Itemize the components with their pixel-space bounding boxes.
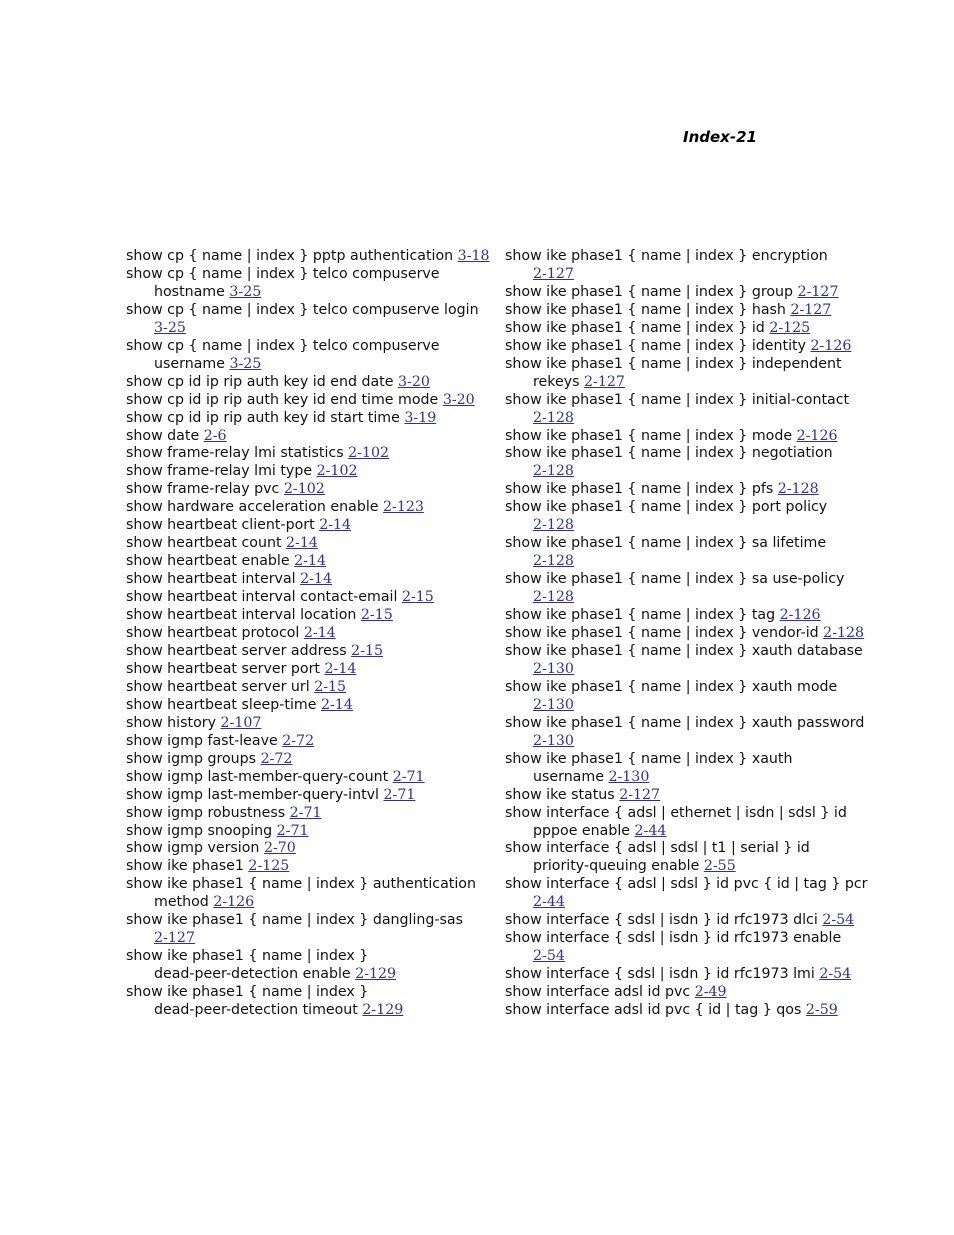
page-number: Index-21 [683,128,757,146]
page-ref-link[interactable]: 2-6 [203,427,227,444]
index-entry-text: show frame-relay lmi statistics [126,445,344,462]
index-entry [126,553,486,571]
index-entry-text: show cp id ip rip auth key id start time [126,409,400,426]
page-ref-link[interactable]: 2-14 [324,660,357,677]
index-entry [505,751,850,787]
index-entry [505,338,850,356]
index-entry-text: show frame-relay pvc [126,481,280,498]
index-entry-text: hostname [154,283,225,300]
index-entry-text: show igmp snooping [126,822,273,839]
index-entry-text: show hardware acceleration enable [126,499,379,516]
index-entry [126,858,486,876]
page-ref-link[interactable]: 2-127 [154,930,195,947]
index-entry-text: show igmp last-member-query-count [126,768,389,785]
index-entry [126,535,486,553]
index-entry-text: method [154,894,209,911]
index-entry [505,302,850,320]
index-entry [126,679,486,697]
page-ref-link[interactable]: 3-18 [457,248,490,264]
index-entry-text: username [154,355,225,372]
index-entry [505,805,850,841]
page-ref-link[interactable]: 2-125 [248,858,290,875]
index-entry-text: show frame-relay lmi type [126,463,313,480]
index-entry [126,751,486,769]
page-ref-link[interactable]: 2-107 [220,714,262,731]
page-ref-link[interactable]: 2-14 [300,571,332,588]
index-entry-text: show ike phase1 { name | index } initial-contact [505,391,850,408]
index-entry [126,428,486,446]
index-entry-text: show ike phase1 { name | index } sa lifetime [505,535,827,552]
index-entry [126,661,486,679]
page-ref-link[interactable]: 2-102 [348,445,390,462]
index-entry [505,966,850,984]
page-ref-link[interactable]: 2-126 [213,894,255,911]
index-entry-text: show ike phase1 { name | index } mode [505,427,793,444]
index-entry [505,642,863,679]
page-ref-link[interactable]: 2-71 [383,786,416,803]
index-entry [126,338,486,374]
page-ref-link[interactable]: 2-127 [619,786,661,803]
index-entry [126,266,486,302]
index-entry [505,499,850,535]
page-ref-link[interactable]: 3-20 [398,373,430,390]
index-entry-text: show ike phase1 { name | index } id [505,319,765,336]
page-ref-link[interactable]: 2-72 [282,732,315,749]
index-entry-text: show ike phase1 { name | index } pfs [505,481,774,498]
index-entry [126,571,486,589]
index-entry-text: show history [126,714,216,731]
page-ref-link[interactable]: 2-128 [533,589,574,606]
index-column-right [505,248,868,1020]
page-ref-link[interactable]: 2-54 [819,966,852,983]
index-entry-text: show interface { sdsl | isdn } id rfc1973 enable [505,930,842,947]
index-entry [126,912,486,948]
index-entry-text: show cp id ip rip auth key id end date [126,373,394,390]
page-ref-link[interactable]: 2-14 [319,517,352,534]
index-entry-text: show ike phase1 { name | index } negotiation [505,445,833,462]
page-ref-link[interactable]: 2-126 [796,427,838,444]
index-entry-text: show ike phase1 { name | index } [126,948,369,965]
index-entry [505,535,850,571]
index-entry [126,805,486,823]
index-entry [126,948,486,984]
index-entry-text: show igmp groups [126,750,257,767]
index-entry-text: show igmp last-member-query-intvl [126,786,379,803]
index-entry-text: dead-peer-detection timeout [154,1002,358,1019]
page-ref-link[interactable]: 2-15 [351,642,384,659]
index-entry-text: show ike phase1 { name | index } group [505,283,794,300]
page-ref-link[interactable]: 2-130 [533,660,574,677]
index-entry [505,787,850,805]
index-entry-text: show heartbeat server address [126,642,347,659]
index-entry-text: show ike phase1 { name | index } xauth database [505,642,863,659]
page-ref-link[interactable]: 2-125 [769,319,811,336]
index-entry-text: show ike phase1 { name | index } port policy [505,499,828,516]
index-entry [126,374,486,392]
page-ref-link[interactable]: 2-14 [294,553,326,570]
index-entry [126,517,486,535]
index-entry [126,481,486,499]
index-entry-text: show ike phase1 { name | index } hash [505,301,786,318]
index-entry-text: show cp id ip rip auth key id end time mode [126,391,439,408]
index-entry [505,445,850,481]
index-entry [505,320,850,338]
index-entry-text: show heartbeat server port [126,660,320,677]
index-entry-text: show heartbeat server url [126,678,310,695]
index-entry-text: show ike phase1 { name | index } dangling-sas [126,912,464,929]
index-entry [126,823,486,841]
index-entry [505,607,850,625]
page-ref-link[interactable]: 2-49 [694,984,727,1001]
index-entry-text: username [533,768,604,785]
page-ref-link[interactable]: 2-128 [533,517,574,534]
index-entry [126,463,486,481]
index-entry [126,840,486,858]
index-entry [505,356,850,392]
index-entry [126,607,486,625]
index-entry-text: show cp { name | index } pptp authentication [126,248,454,264]
page-ref-link[interactable]: 2-54 [533,948,565,965]
index-entry-text: show ike phase1 [126,858,244,875]
index-entry [126,733,486,751]
index-entry-text: show interface adsl id pvc [505,984,691,1001]
index-entry [505,248,850,284]
index-entry-text: show interface { sdsl | isdn } id rfc1973 dlci [505,912,818,929]
page-ref-link[interactable]: 2-130 [533,732,574,749]
page-ref-link[interactable]: 3-25 [229,355,262,372]
index-entry-text: pppoe enable [533,822,631,839]
index-entry [126,715,486,733]
index-entry-text: show ike phase1 { name | index } xauth mode [505,678,838,695]
index-entry-text: show ike phase1 { name | index } authentication [126,876,476,893]
index-entry-text: show ike phase1 { name | index } xauth [505,750,793,767]
index-entry [126,984,486,1020]
index-entry [126,625,486,643]
index-entry [126,787,486,805]
page-ref-link[interactable]: 2-129 [355,966,397,983]
index-entry [126,410,486,428]
page-ref-link[interactable]: 2-126 [779,607,821,624]
index-entry [505,930,850,966]
index-entry [505,679,850,715]
index-entry [126,302,486,338]
index-entry-text: show heartbeat enable [126,553,290,570]
index-entry [505,1002,850,1020]
page-ref-link[interactable]: 2-59 [805,1002,838,1019]
index-entry-text: show cp { name | index } telco compuserve login [126,301,479,318]
page-ref-link[interactable]: 2-14 [286,535,318,552]
index-entry-text: show interface { adsl | ethernet | isdn | sdsl } id [505,804,847,821]
index-entry-text: show cp { name | index } telco compuserve [126,265,440,282]
index-entry-text: dead-peer-detection enable [154,966,351,983]
page-ref-link[interactable]: 3-19 [404,409,437,426]
page-ref-link[interactable]: 2-127 [533,265,574,282]
page-ref-link[interactable]: 2-130 [608,768,650,785]
index-entry-text: show heartbeat protocol [126,625,300,642]
index-entry [126,876,486,912]
page-ref-link[interactable]: 2-102 [316,463,358,480]
index-entry-text: show ike phase1 { name | index } identity [505,337,806,354]
index-entry [126,769,486,787]
index-entry-text: show interface adsl id pvc { id | tag } qos [505,1002,802,1019]
index-entry-text: show interface { adsl | sdsl | t1 | serial } id [505,840,810,857]
index-entry-text: show cp { name | index } telco compuserve [126,337,440,354]
index-entry-text: show heartbeat count [126,535,282,552]
page-ref-link[interactable]: 2-128 [823,625,865,642]
page-ref-link[interactable]: 2-130 [533,696,574,713]
page-ref-link[interactable]: 2-127 [797,283,839,300]
index-entry [505,571,850,607]
page-ref-link[interactable]: 2-15 [401,589,434,606]
index-entry [505,876,868,912]
index-entry [126,697,486,715]
index-entry [505,912,855,930]
page-ref-link[interactable]: 2-70 [263,840,296,857]
index-entry [126,589,486,607]
index-entry-text: show igmp version [126,840,260,857]
page-ref-link[interactable]: 2-71 [289,804,322,821]
index-entry [505,481,850,499]
index-entry [505,984,850,1002]
index-entry-text: rekeys [533,373,580,390]
index-entry [126,445,486,463]
page-ref-link[interactable]: 2-54 [822,912,855,929]
index-column-left [126,248,490,1020]
index-entry-text: show date [126,427,200,444]
index-entry [505,284,850,302]
index-entry-text: show heartbeat interval location [126,607,357,624]
page-ref-link[interactable]: 2-72 [260,750,293,767]
page-ref-link[interactable]: 2-55 [703,858,736,875]
index-entry [126,499,486,517]
page-ref-link[interactable]: 2-129 [362,1002,404,1019]
index-entry [126,248,490,266]
index-entry-text: show ike phase1 { name | index } encryption [505,248,828,264]
index-entry-text: show ike phase1 { name | index } independent [505,355,842,372]
page-ref-link[interactable]: 2-44 [634,822,667,839]
page-ref-link[interactable]: 2-128 [533,409,574,426]
page-ref-link[interactable]: 2-71 [392,768,425,785]
index-entry-text: show ike status [505,786,615,803]
index-entry-text: show interface { adsl | sdsl } id pvc { id | tag } pcr [505,876,868,893]
page-ref-link[interactable]: 2-102 [283,481,325,498]
index-entry [126,392,486,410]
index-entry [505,428,850,446]
index-entry-text: show ike phase1 { name | index } sa use-policy [505,571,845,588]
index-entry-text: show ike phase1 { name | index } [126,984,369,1001]
index-entry-text: show interface { sdsl | isdn } id rfc1973 lmi [505,966,815,983]
page-ref-link[interactable]: 2-128 [533,463,574,480]
page-ref-link[interactable]: 2-123 [383,499,424,516]
index-entry [126,643,486,661]
index-entry [505,840,850,876]
page-ref-link[interactable]: 3-25 [154,319,186,336]
index-entry-text: show igmp fast-leave [126,732,278,749]
page-ref-link[interactable]: 2-15 [314,678,347,695]
index-entry-text: show ike phase1 { name | index } tag [505,607,776,624]
index-entry-text: priority-queuing enable [533,858,700,875]
index-entry [505,625,865,643]
index-entry-text: show ike phase1 { name | index } xauth password [505,714,865,731]
page-ref-link[interactable]: 2-14 [303,625,336,642]
index-entry-text: show heartbeat interval [126,571,296,588]
index-entry [505,714,865,751]
index-entry-text: show igmp robustness [126,804,286,821]
page-ref-link[interactable]: 2-127 [790,301,832,318]
page-ref-link[interactable]: 2-14 [320,696,353,713]
page-ref-link[interactable]: 2-15 [360,607,393,624]
page-ref-link[interactable]: 2-128 [533,553,574,570]
index-entry [505,392,850,428]
index-entry-text: show heartbeat interval contact-email [126,589,398,606]
index-entry-text: show ike phase1 { name | index } vendor-id [505,625,819,642]
page-ref-link[interactable]: 3-20 [442,391,475,408]
page-ref-link[interactable]: 3-25 [229,283,262,300]
index-entry-text: show heartbeat sleep-time [126,696,317,713]
page-ref-link[interactable]: 2-44 [533,894,565,911]
page-ref-link[interactable]: 2-126 [810,337,852,354]
page-ref-link[interactable]: 2-128 [777,481,819,498]
index-entry-text: show heartbeat client-port [126,517,315,534]
page-ref-link[interactable]: 2-127 [584,373,625,390]
page-ref-link[interactable]: 2-71 [276,822,309,839]
